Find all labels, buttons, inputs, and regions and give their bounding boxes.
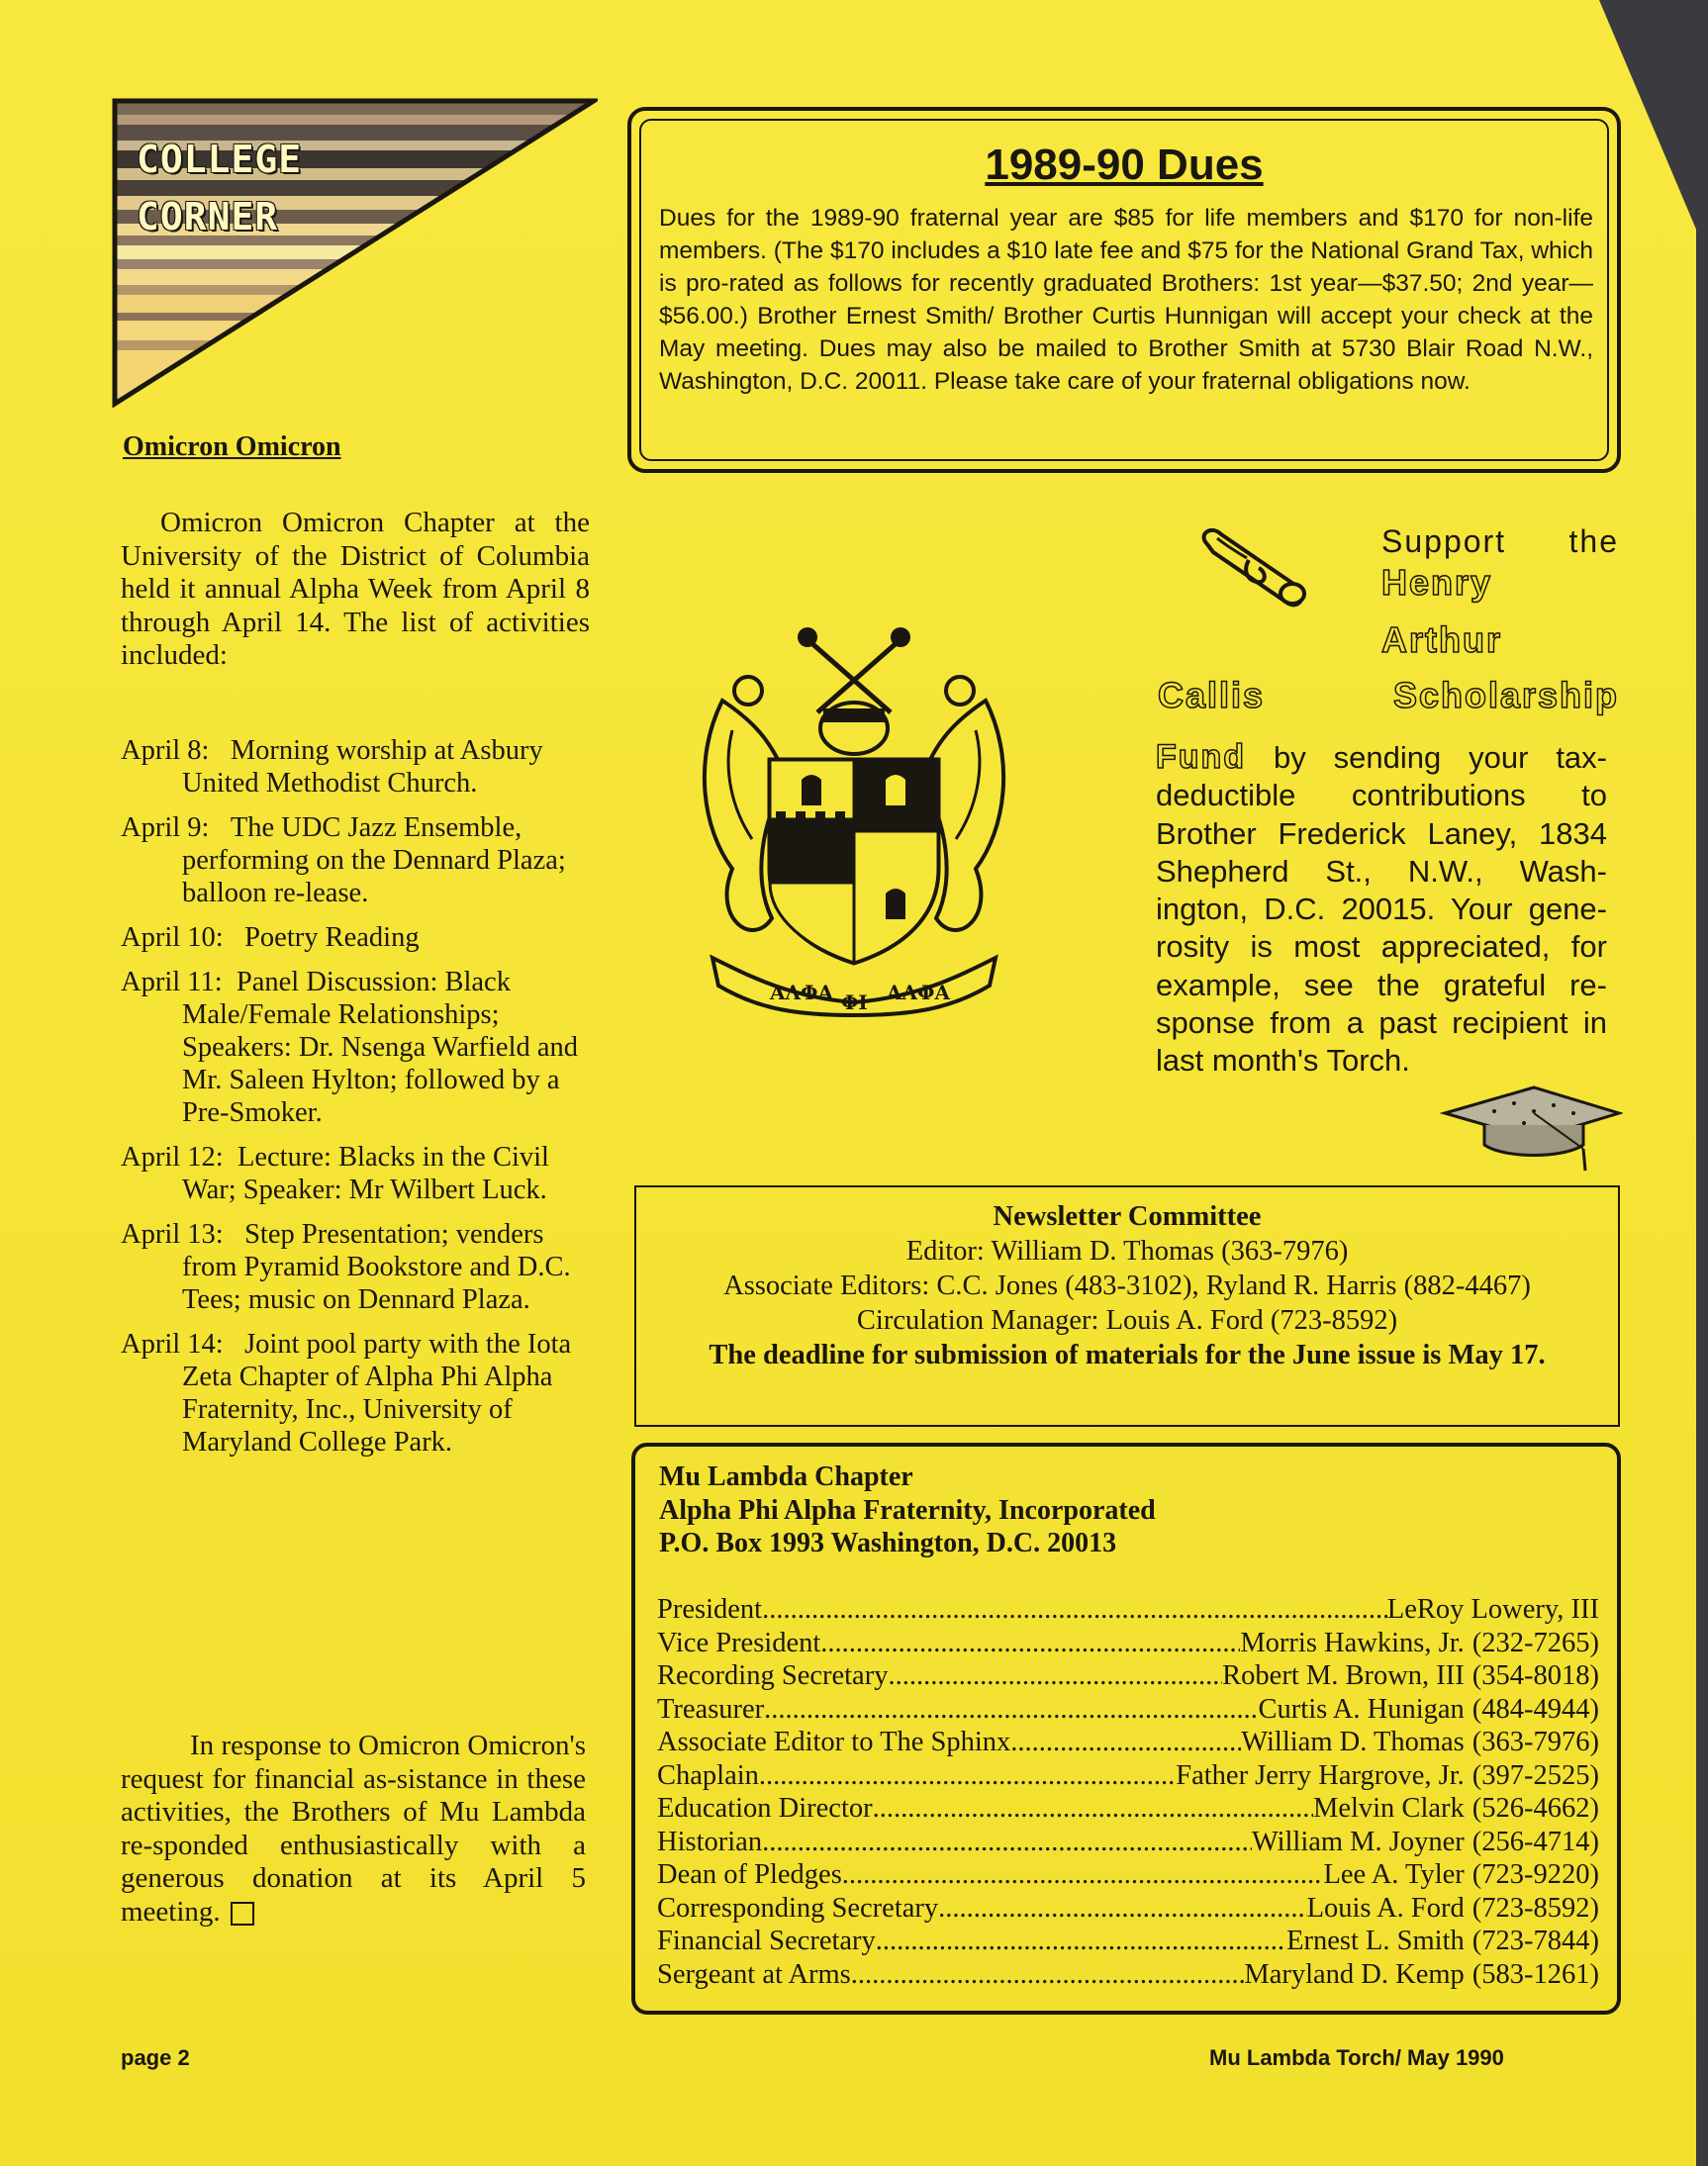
officer-phone: (232-7265): [1471, 1627, 1599, 1658]
officer-row: [657, 1726, 1599, 1759]
activity-desc: Lecture: Blacks in the Civil War; Speaker: Mr Wilbert Luck.: [182, 1142, 549, 1205]
officer-phone: (583-1261): [1471, 1958, 1599, 1990]
response-paragraph: [121, 1730, 586, 1929]
officer-name: Lee A. Tyler: [1323, 1859, 1465, 1890]
activity-desc: The UDC Jazz Ensemble, performing on the Dennard Plaza; balloon re-lease.: [182, 812, 566, 908]
officer-row: [657, 1826, 1599, 1859]
activity-desc: Panel Discussion: Black Male/Female Relationships; Speakers: Dr. Nsenga Warfield and Mr. Saleen Hylton; followed by a Pre-Smoker.: [182, 967, 579, 1128]
chapter-org: Alpha Phi Alpha Fraternity, Incorporated: [659, 1494, 1156, 1526]
officer-role: Associate Editor to The Sphinx: [657, 1727, 1011, 1757]
activity-date: April 8:: [121, 735, 210, 766]
officer-row: [657, 1892, 1599, 1926]
officer-role: Education Director: [657, 1793, 873, 1824]
activity-desc: Poetry Reading: [244, 922, 420, 953]
activity-item: [121, 1141, 596, 1206]
activity-date: April 9:: [121, 812, 210, 843]
officer-row: [657, 1958, 1599, 1992]
dues-box: [627, 107, 1621, 473]
newsletter-committee-box: [634, 1185, 1620, 1427]
intro-paragraph: [121, 507, 590, 673]
officer-row: [657, 1659, 1599, 1693]
officer-name: William D. Thomas: [1241, 1727, 1465, 1757]
activity-date: April 12:: [121, 1142, 224, 1173]
dues-title-text: 1989-90 Dues: [985, 141, 1264, 189]
chapter-address: P.O. Box 1993 Washington, D.C. 20013: [659, 1528, 1117, 1558]
officer-row: [657, 1759, 1599, 1793]
committee-title: Newsletter Committee: [993, 1201, 1262, 1232]
support-body: [1156, 738, 1607, 1081]
officer-phone: (723-7844): [1471, 1926, 1599, 1956]
committee-deadline: The deadline for submission of materials for the June issue is May 17.: [709, 1340, 1546, 1370]
activity-desc: Morning worship at Asbury United Methodist Church.: [182, 735, 543, 799]
activity-date: April 10:: [121, 922, 224, 953]
activity-item: [121, 811, 596, 909]
support-lead: Support the: [1381, 523, 1619, 559]
crest-motto-right: ΑΛΦΑ: [887, 981, 950, 1004]
crest-motto-left: ΑΛΦΑ: [770, 981, 833, 1004]
page-edge: [1696, 0, 1708, 2166]
officer-role: Recording Secretary: [657, 1660, 889, 1691]
officer-phone: (354-8018): [1471, 1660, 1599, 1691]
activity-item: [121, 966, 596, 1129]
dues-body: Dues for the 1989-90 fraternal year are $85 for life members and $170 for non-life members. (The $170 includes a $10 late fee and $75 for the National Grand Tax, which is pro-rated as follows for recently graduated Brothers: 1st year—$37.50; 2nd year—$56.00.) Brother Ernest Smith/ Brother Curtis Hunnigan will accept your check at the May meeting. Dues may also be mailed to Brother Smith at 5730 Blair Road N.W., Washington, D.C. 20011. Please take care of your fraternal obligations now.: [659, 205, 1593, 395]
publication-footer: Mu Lambda Torch/ May 1990: [1209, 2045, 1504, 2070]
activity-list: [121, 734, 596, 1470]
activity-date: April 13:: [121, 1219, 224, 1250]
diploma-scroll-icon: [1197, 524, 1316, 613]
officer-phone: (256-4714): [1471, 1826, 1599, 1857]
graduation-cap-icon: [1435, 1083, 1623, 1173]
committee-circulation: Circulation Manager: Louis A. Ford (723-8592): [856, 1305, 1398, 1336]
committee-associate-editors: Associate Editors: C.C. Jones (483-3102), Ryland R. Harris (882-4467): [723, 1271, 1531, 1301]
officer-name: Morris Hawkins, Jr.: [1240, 1627, 1465, 1658]
officer-row: [657, 1858, 1599, 1892]
banner-line-corner: CORNER: [137, 195, 279, 238]
end-mark-icon: [231, 1902, 254, 1926]
officer-name: William M. Joyner: [1251, 1826, 1465, 1857]
officer-role: President: [657, 1594, 763, 1625]
officer-phone: (397-2525): [1471, 1759, 1599, 1791]
officer-role: Sergeant at Arms: [657, 1958, 851, 1990]
committee-editor: Editor: William D. Thomas (363-7976): [905, 1236, 1349, 1267]
officer-row: [657, 1593, 1599, 1627]
activity-item: [121, 1328, 596, 1459]
activity-desc: Step Presentation; venders from Pyramid Bookstore and D.C. Tees; music on Dennard Plaza.: [182, 1219, 571, 1315]
officer-name: Louis A. Ford: [1306, 1892, 1465, 1924]
dues-title: [631, 141, 1617, 190]
activity-date: April 11:: [121, 967, 223, 997]
activity-item: [121, 734, 596, 800]
officer-row: [657, 1693, 1599, 1727]
crest-motto-center: ΦΙ: [841, 990, 868, 1014]
officer-role: Financial Secretary: [657, 1926, 876, 1956]
chapter-header: [659, 1460, 1156, 1560]
officer-role: Chaplain: [657, 1759, 759, 1791]
officer-name: Robert M. Brown, III: [1222, 1660, 1465, 1691]
officer-phone: (723-8592): [1471, 1892, 1599, 1924]
support-fund-word: Fund: [1156, 738, 1247, 776]
officer-role: Corresponding Secretary: [657, 1892, 939, 1924]
officer-phone: (526-4662): [1471, 1793, 1599, 1824]
officer-role: Dean of Pledges: [657, 1859, 842, 1890]
officer-role: Vice President: [657, 1627, 821, 1658]
activity-item: [121, 1218, 596, 1316]
officer-name: LeRoy Lowery, III: [1386, 1594, 1599, 1625]
officer-row: [657, 1792, 1599, 1826]
officer-role: Historian: [657, 1826, 763, 1857]
officer-phone: (723-9220): [1471, 1859, 1599, 1890]
intro-text: Omicron Omicron Chapter at the University of the District of Columbia held it annual Alpha Week from April 8 through April 14. The list of activities included:: [121, 507, 590, 671]
support-name-arthur: Arthur: [1381, 619, 1502, 660]
activity-date: April 14:: [121, 1329, 224, 1360]
page-number: page 2: [121, 2045, 190, 2070]
banner-line-college: COLLEGE: [137, 138, 303, 181]
officer-name: Maryland D. Kemp: [1244, 1958, 1465, 1990]
support-name-henry: Henry: [1381, 562, 1493, 603]
officer-role: Treasurer: [657, 1693, 765, 1725]
activity-desc: Joint pool party with the Iota Zeta Chapter of Alpha Phi Alpha Fraternity, Inc., University of Maryland College Park.: [182, 1329, 572, 1458]
officer-list: [657, 1593, 1599, 1991]
chapter-name: Mu Lambda Chapter: [659, 1461, 913, 1492]
response-text: In response to Omicron Omicron's request for financial as-sistance in these activities, the Brothers of Mu Lambda re-sponded enthusiastically with a generous donation at its April 5 meeting.: [121, 1730, 586, 1928]
officer-row: [657, 1925, 1599, 1958]
officer-phone: (484-4944): [1471, 1693, 1599, 1725]
section-title: Omicron Omicron: [123, 431, 341, 462]
officer-row: [657, 1627, 1599, 1660]
college-corner-banner: [111, 97, 598, 408]
officer-name: Ernest L. Smith: [1286, 1926, 1465, 1956]
officer-name: Father Jerry Hargrove, Jr.: [1176, 1759, 1465, 1791]
officer-name: Curtis A. Hunigan: [1258, 1693, 1465, 1725]
officer-phone: (363-7976): [1471, 1727, 1599, 1757]
fraternity-crest-icon: [693, 621, 1015, 1017]
officer-name: Melvin Clark: [1312, 1793, 1465, 1824]
support-body-text: by sending your tax-deductible contributions to Brother Frederick Laney, 1834 Shepherd St., N.W., Wash-ington, D.C. 20015. Your gene-rosity is most appreciated, for example, see the grateful re-sponse from a past recipient in last month's Torch.: [1156, 740, 1607, 1079]
chapter-officers-box: [631, 1443, 1621, 2015]
support-name-callis: Callis Scholarship: [1158, 675, 1619, 715]
activity-item: [121, 921, 596, 954]
